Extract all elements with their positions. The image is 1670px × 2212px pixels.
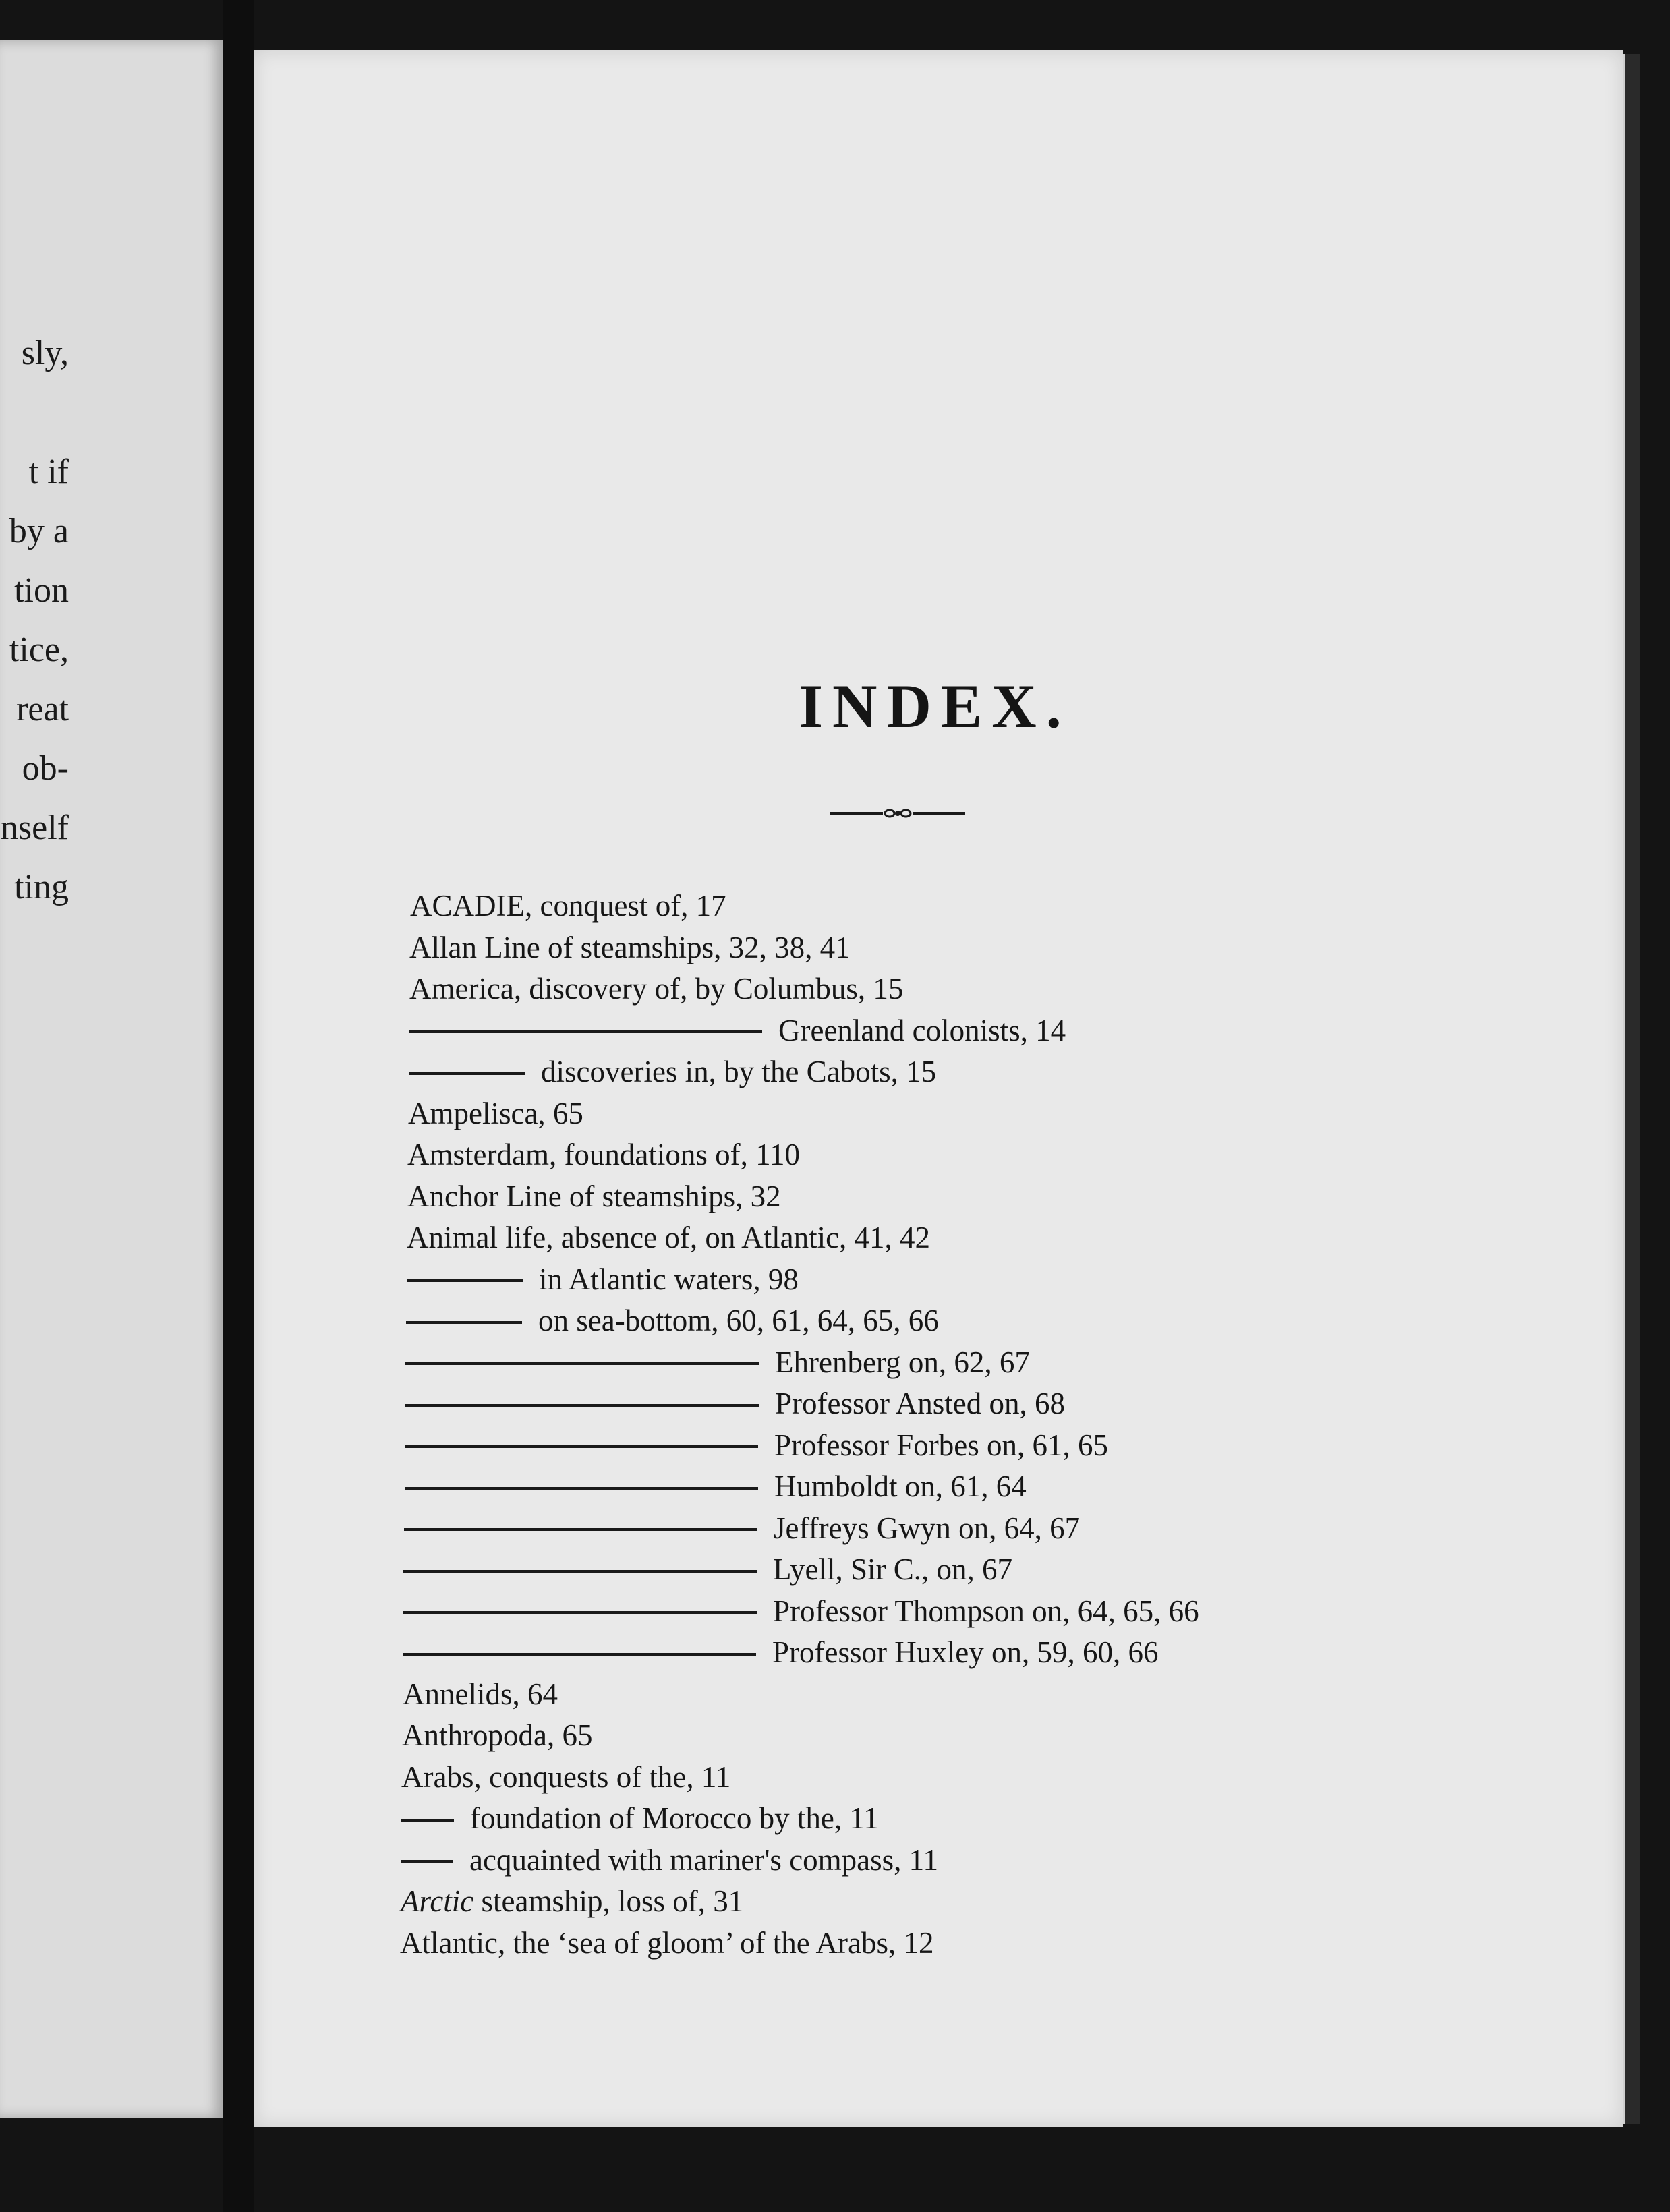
page-title-text: INDEX. — [799, 672, 1071, 740]
index-entry-text: Greenland colonists, 14 — [778, 1013, 1066, 1047]
index-entry-text: Professor Huxley on, 59, 60, 66 — [772, 1635, 1159, 1669]
index-entry — [410, 885, 726, 927]
index-entry-text: on sea-bottom, 60, 61, 64, 65, 66 — [538, 1304, 939, 1337]
index-entry — [400, 1922, 933, 1964]
index-entry-text: discoveries in, by the Cabots, 15 — [541, 1055, 937, 1088]
index-entry — [407, 1175, 781, 1217]
index-entry-text: Anthropoda, 65 — [402, 1718, 593, 1752]
ditto-dash — [401, 1860, 453, 1863]
index-entry — [401, 1756, 730, 1798]
index-entry — [402, 1714, 592, 1756]
ditto-dash — [401, 1819, 454, 1822]
index-entry-text: Amsterdam, foundations of, 110 — [407, 1138, 800, 1171]
index-entry — [409, 927, 851, 968]
index-entry — [408, 1093, 583, 1134]
index-entry — [401, 1797, 879, 1839]
ditto-dash — [405, 1404, 759, 1407]
index-entry-text: steamship, loss of, 31 — [481, 1884, 744, 1918]
ditto-dash — [406, 1321, 522, 1324]
index-entry — [409, 968, 903, 1010]
index-entry — [407, 1217, 930, 1258]
left-line: nself — [0, 809, 69, 847]
index-entry — [404, 1507, 1080, 1549]
book-gutter — [223, 0, 254, 2212]
page-title — [254, 670, 1623, 742]
index-entry-text: Professor Thompson on, 64, 65, 66 — [773, 1594, 1199, 1628]
index-entry — [405, 1382, 1065, 1424]
index-entry — [403, 1631, 1158, 1673]
index-entry — [403, 1548, 1012, 1590]
ditto-dash — [405, 1487, 758, 1490]
index-entry-text: Humboldt on, 61, 64 — [774, 1469, 1027, 1503]
index-entry — [401, 1839, 938, 1881]
index-entry — [409, 1010, 1066, 1051]
index-entry-text: Ampelisca, 65 — [408, 1096, 583, 1130]
index-entry — [401, 1880, 743, 1922]
left-line: by a — [9, 512, 69, 550]
ditto-dash — [405, 1445, 758, 1448]
index-entry — [405, 1465, 1027, 1507]
index-entry — [405, 1424, 1108, 1466]
index-entry-text: Arabs, conquests of the, 11 — [401, 1759, 731, 1794]
ditto-dash — [403, 1653, 756, 1656]
index-entry — [409, 1051, 936, 1093]
index-entry-text: Ehrenberg on, 62, 67 — [775, 1345, 1030, 1379]
left-facing-page — [0, 40, 223, 2118]
left-line: ob- — [22, 749, 69, 788]
ditto-dash — [405, 1362, 759, 1365]
index-entry-text: Animal life, absence of, on Atlantic, 41, 42 — [407, 1221, 931, 1254]
index-entry-text: America, discovery of, by Columbus, 15 — [409, 972, 904, 1006]
index-entry — [403, 1673, 558, 1715]
ditto-dash — [403, 1570, 757, 1573]
index-entry — [405, 1341, 1030, 1383]
index-entry-text: Jeffreys Gwyn on, 64, 67 — [774, 1511, 1081, 1545]
index-entry-text: Annelids, 64 — [403, 1677, 558, 1711]
index-entry-text: Anchor Line of steamships, 32 — [407, 1179, 781, 1213]
ditto-dash — [409, 1072, 525, 1075]
index-entry-text: Professor Ansted on, 68 — [775, 1387, 1065, 1420]
left-line: tice, — [9, 631, 69, 669]
index-entry — [407, 1258, 799, 1300]
index-entry — [406, 1300, 939, 1341]
index-entry-text: acquainted with mariner's compass, 11 — [469, 1842, 938, 1877]
left-line: ting — [14, 868, 69, 906]
index-entry-text: ACADIE, conquest of, 17 — [410, 889, 726, 923]
index-page — [254, 50, 1623, 2127]
index-entry-text: Lyell, Sir C., on, 67 — [773, 1552, 1013, 1586]
title-ornament-rule — [830, 807, 965, 820]
left-line: sly, — [21, 334, 69, 372]
index-entry-text: Professor Forbes on, 61, 65 — [774, 1428, 1108, 1462]
index-entry-text: Atlantic, the ‘sea of gloom’ of the Arabs, 12 — [400, 1925, 934, 1960]
index-entry — [403, 1590, 1199, 1632]
page-edge — [1623, 54, 1640, 2124]
index-entry-text: foundation of Morocco by the, 11 — [470, 1801, 879, 1835]
ditto-dash — [409, 1030, 762, 1033]
index-entry — [407, 1134, 800, 1175]
left-line: t if — [28, 453, 69, 491]
index-entry-italic: Arctic — [401, 1884, 482, 1918]
left-page-text-clip — [0, 40, 223, 2118]
index-entry-text: in Atlantic waters, 98 — [539, 1262, 799, 1296]
left-line: reat — [16, 690, 69, 728]
left-page-text-column — [1, 324, 69, 917]
ditto-dash — [407, 1279, 523, 1282]
ditto-dash — [403, 1611, 757, 1614]
ditto-dash — [404, 1528, 757, 1531]
index-entry-text: Allan Line of steamships, 32, 38, 41 — [409, 930, 851, 964]
left-line: tion — [14, 571, 69, 610]
